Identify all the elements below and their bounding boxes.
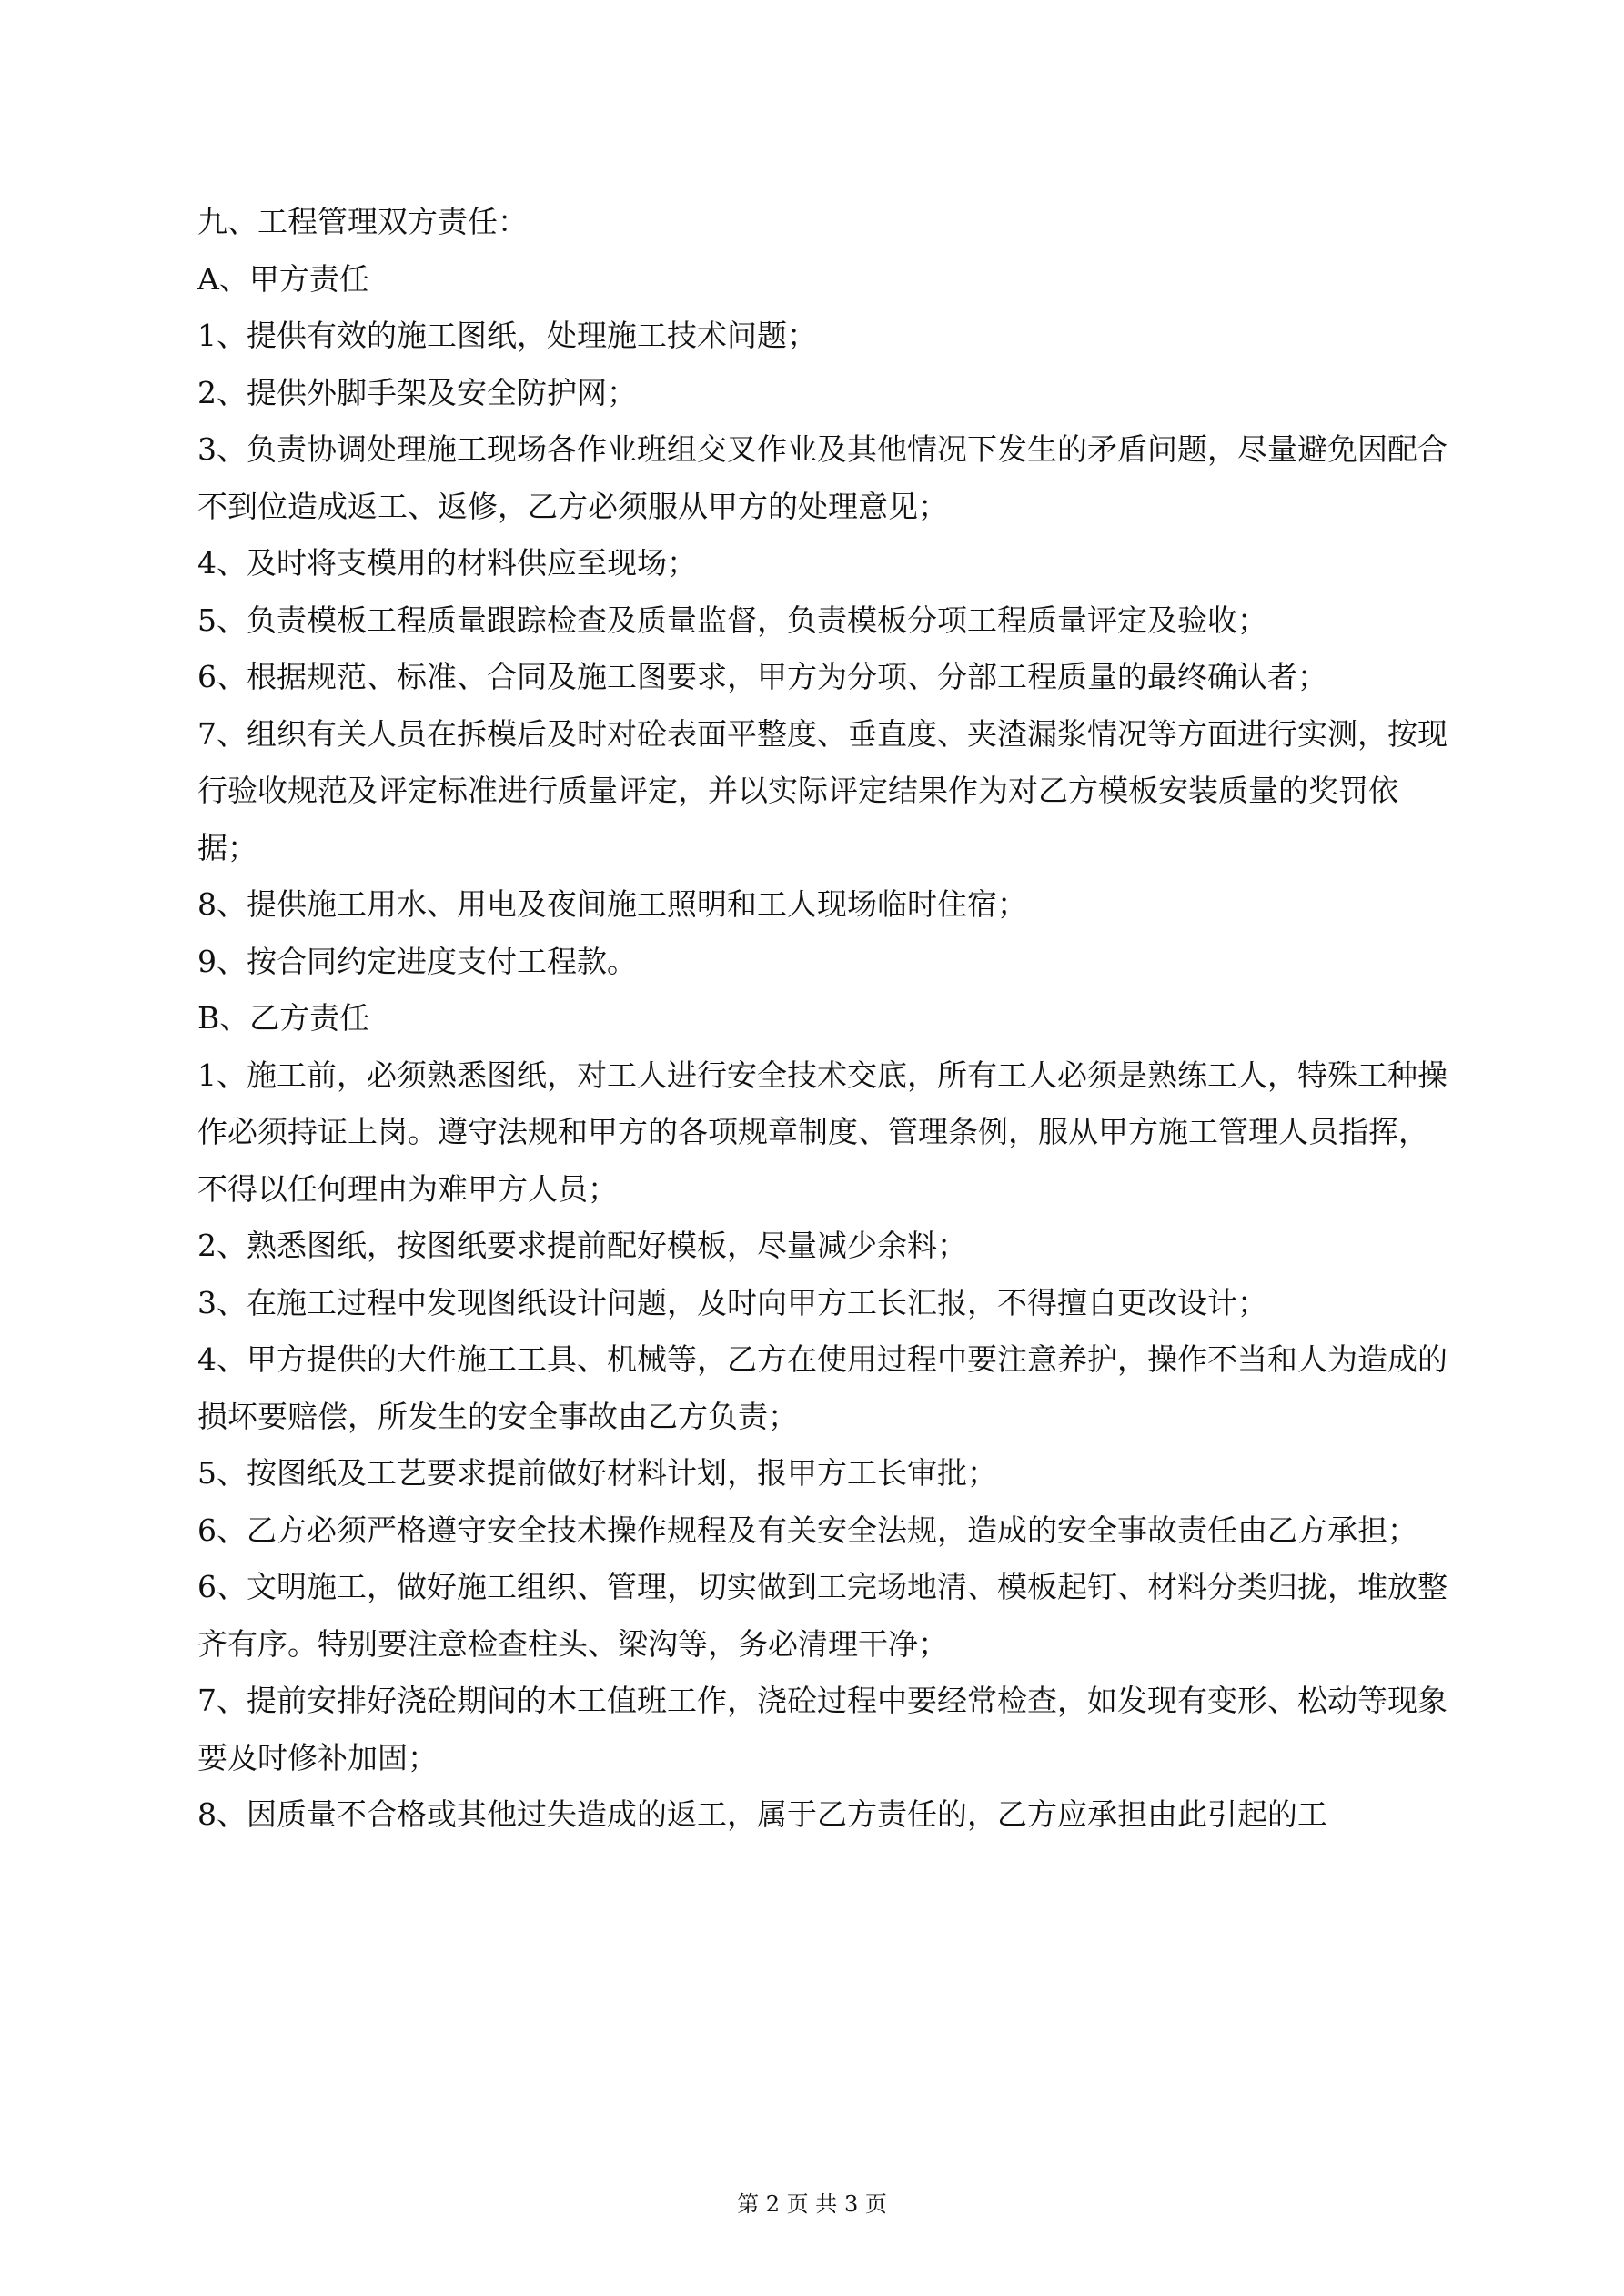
subsection-heading-party-b: B、乙方责任 <box>197 1000 370 1036</box>
list-item: 1、施工前，必须熟悉图纸，对工人进行安全技术交底，所有工人必须是熟练工人，特殊工种操作必须持证上岗。遵守法规和甲方的各项规章制度、管理条例，服从甲方施工管理人员指挥，不得以任何理由为难甲方人员； <box>197 1057 1447 1207</box>
list-item: 1、提供有效的施工图纸，处理施工技术问题； <box>197 318 817 353</box>
list-item: 6、根据规范、标准、合同及施工图要求，甲方为分项、分部工程质量的最终确认者； <box>197 659 1327 694</box>
list-item: 8、提供施工用水、用电及夜间施工照明和工人现场临时住宿； <box>197 886 1027 922</box>
list-item: 5、负责模板工程质量跟踪检查及质量监督，负责模板分项工程质量评定及验收； <box>197 602 1267 638</box>
document-body <box>197 194 1449 1844</box>
list-item: 4、甲方提供的大件施工工具、机械等，乙方在使用过程中要注意养护，操作不当和人为造成的损坏要赔偿，所发生的安全事故由乙方负责； <box>197 1341 1447 1434</box>
list-item: 7、组织有关人员在拆模后及时对砼表面平整度、垂直度、夹渣漏浆情况等方面进行实测，按现行验收规范及评定标准进行质量评定，并以实际评定结果作为对乙方模板安装质量的奖罚依据； <box>197 715 1447 865</box>
list-item: 3、在施工过程中发现图纸设计问题，及时向甲方工长汇报，不得擅自更改设计； <box>197 1284 1267 1320</box>
subsection-heading-party-a: A、甲方责任 <box>197 260 369 297</box>
list-item: 3、负责协调处理施工现场各作业班组交叉作业及其他情况下发生的矛盾问题，尽量避免因配合不到位造成返工、返修，乙方必须服从甲方的处理意见； <box>197 431 1447 524</box>
list-item: 6、文明施工，做好施工组织、管理，切实做到工完场地清、模板起钉、材料分类归拢，堆放整齐有序。特别要注意检查柱头、梁沟等，务必清理干净； <box>197 1569 1447 1662</box>
page-number-footer: 第 2 页 共 3 页 <box>737 2191 887 2217</box>
list-item: 7、提前安排好浇砼期间的木工值班工作，浇砼过程中要经常检查，如发现有变形、松动等现象要及时修补加固； <box>197 1683 1447 1775</box>
list-item: 2、熟悉图纸，按图纸要求提前配好模板，尽量减少余料； <box>197 1228 967 1263</box>
list-item: 9、按合同约定进度支付工程款。 <box>197 943 637 979</box>
list-item: 2、提供外脚手架及安全防护网； <box>197 374 637 410</box>
section-heading: 九、工程管理双方责任： <box>197 204 528 239</box>
list-item: 8、因质量不合格或其他过失造成的返工，属于乙方责任的，乙方应承担由此引起的工 <box>197 1796 1327 1832</box>
list-item: 6、乙方必须严格遵守安全技术操作规程及有关安全法规，造成的安全事故责任由乙方承担； <box>197 1512 1417 1548</box>
list-item: 4、及时将支模用的材料供应至现场； <box>197 545 697 581</box>
list-item: 5、按图纸及工艺要求提前做好材料计划，报甲方工长审批； <box>197 1455 997 1491</box>
